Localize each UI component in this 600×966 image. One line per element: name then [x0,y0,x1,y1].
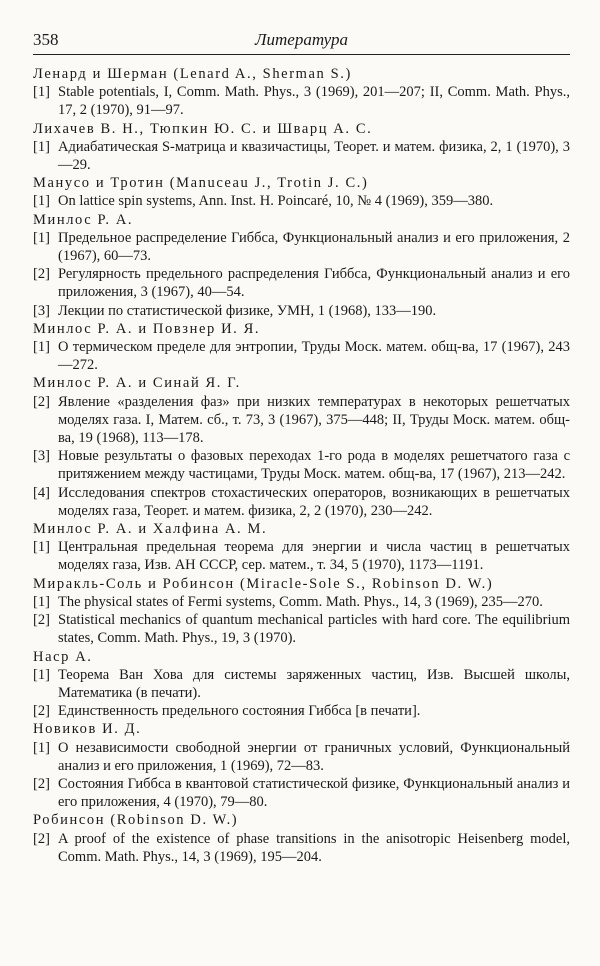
reference-text: Предельное распределение Гиббса, Функциональный анализ и его приложения, 2 (1967), 60—73. [58,229,570,265]
reference-number: [1] [33,138,50,155]
reference-author: Минлос Р. А. и Халфина А. М. [33,521,268,538]
reference-author: Минлос Р. А. [33,211,134,228]
reference-text: Регулярность предельного распределения Гиббса, Функциональный анализ и его приложения, 3 (1967), 40—54. [58,266,570,301]
reference-number: [2] [33,393,50,410]
reference-entry [33,538,570,574]
reference-text: Stable potentials, I, Comm. Math. Phys., 3 (1969), 201—207; II, Comm. Math. Phys., 17, 2 (1970), 91—97. [58,84,570,119]
reference-number: [1] [33,193,50,210]
reference-text: О независимости свободной энергии от граничных условий, Функциональный анализ и его приложения, 1 (1969), 72—83. [58,739,570,774]
reference-text: О термическом пределе для энтропии, Труды Моск. матем. общ-ва, 17 (1967), 243—272. [58,339,570,374]
reference-entry [33,447,570,483]
reference-entry [33,666,570,702]
reference-text: Лекции по статистической физике, УМН, 1 (1968), 133—190. [58,302,437,319]
page-number: 358 [33,30,59,49]
reference-text: On lattice spin systems, Ann. Inst. H. Poincaré, 10, № 4 (1969), 359—380. [58,193,494,210]
reference-text: Исследования спектров стохастических операторов, возникающих в решетчатых моделях газа, Теорет. и матем. физика, 2, 2 (1970), 230—242. [58,484,570,519]
reference-text: Явление «разделения фаз» при низких температурах в некоторых решетчатых моделях газа. I, Матем. сб., т. 73, 3 (1967), 375—448; II, Труды Моск. матем. общ-ва, 19 (1968), 113—178. [58,393,570,447]
reference-entry [33,338,570,374]
reference-text: Состояния Гиббса в квантовой статистической физике, Функциональный анализ и его приложения, 4 (1970), 79—80. [58,775,570,811]
running-title: Литература [254,30,348,49]
reference-entry [33,484,570,520]
reference-entry [33,830,570,866]
reference-author: Лихачев В. Н., Тюпкин Ю. С. и Шварц А. С. [33,120,373,137]
reference-text: A proof of the existence of phase transitions in the anisotropic Heisenberg model, Comm. Math. Phys., 14, 3 (1969), 195—204. [58,830,570,865]
reference-entry [33,229,570,265]
reference-text: Новые результаты о фазовых переходах 1-го рода в моделях решетчатого газа с притяжением между частицами, Труды Моск. матем. общ-ва, 17 (1967), 213—242. [58,448,570,483]
reference-number: [2] [33,612,50,629]
page-header [33,30,570,55]
reference-number: [1] [33,739,50,756]
reference-number: [1] [33,84,50,101]
reference-list [33,65,570,866]
reference-entry [33,138,570,174]
reference-author: Наср А. [33,648,93,665]
reference-text: Центральная предельная теорема для энергии и числа частиц в решетчатых моделях газа, Изв. АН СССР, сер. матем., т. 34, 5 (1970), 1173—1191. [58,539,570,574]
reference-entry [33,702,570,720]
reference-entry [33,739,570,775]
reference-number: [1] [33,229,50,246]
reference-entry [33,192,570,210]
reference-text: The physical states of Fermi systems, Comm. Math. Phys., 14, 3 (1969), 235—270. [58,593,543,610]
reference-entry [33,265,570,301]
reference-number: [3] [33,302,50,319]
reference-number: [2] [33,266,50,283]
reference-author: Робинсон (Robinson D. W.) [33,812,239,829]
reference-text: Единственность предельного состояния Гиббса [в печати]. [58,703,421,720]
reference-text: Statistical mechanics of quantum mechanical particles with hard core. The equilibrium states, Comm. Math. Phys., 19, 3 (1970). [58,612,570,647]
reference-text: Адиабатическая S-матрица и квазичастицы, Теорет. и матем. физика, 2, 1 (1970), 3—29. [58,138,570,174]
reference-author: Минлос Р. А. и Повзнер И. Я. [33,320,261,337]
reference-number: [1] [33,539,50,556]
reference-entry [33,775,570,811]
reference-number: [2] [33,775,50,792]
reference-number: [4] [33,484,50,501]
reference-number: [1] [33,666,50,683]
reference-entry [33,302,570,320]
reference-number: [2] [33,703,50,720]
reference-author: Новиков И. Д. [33,721,142,738]
reference-text: Теорема Ван Хова для системы заряженных частиц, Изв. Высшей школы, Математика (в печати). [58,666,570,701]
reference-entry [33,83,570,119]
reference-entry [33,611,570,647]
reference-number: [2] [33,830,50,847]
reference-entry [33,393,570,448]
reference-author: Манусо и Тротин (Manuceau J., Trotin J. C.) [33,175,369,192]
reference-author: Минлос Р. А. и Синай Я. Г. [33,375,241,392]
reference-author: Миракль-Соль и Робинсон (Miracle-Sole S., Robinson D. W.) [33,575,494,592]
reference-author: Ленард и Шерман (Lenard A., Sherman S.) [33,66,352,82]
reference-entry [33,593,570,611]
reference-number: [1] [33,593,50,610]
reference-number: [3] [33,448,50,465]
reference-number: [1] [33,339,50,356]
